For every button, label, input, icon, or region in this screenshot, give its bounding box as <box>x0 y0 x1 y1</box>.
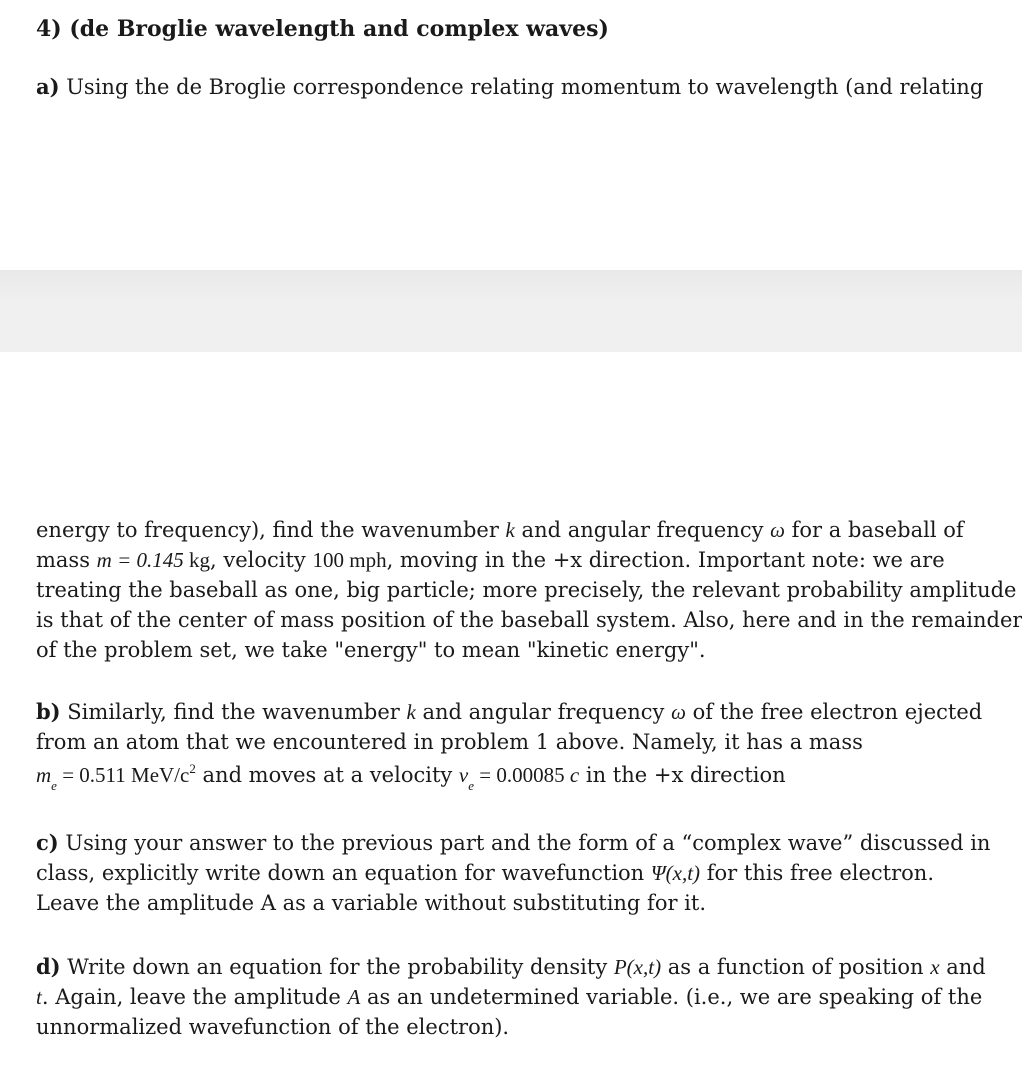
wavefunction-symbol: Ψ(x,t) <box>650 861 701 885</box>
part-c-line3: Leave the amplitude A as a variable without substituting for it. <box>36 891 707 915</box>
wavenumber-symbol: k <box>505 518 515 542</box>
part-a-first-line <box>36 72 1006 102</box>
velocity-value: 100 mph <box>312 548 387 572</box>
part-a-line3: mass m = 0.145 kg, velocity 100 mph, moving in the +x direction. Important note: we are <box>36 548 945 572</box>
part-b-line1: b) Similarly, find the wavenumber k and angular frequency ω of the free electron ejected <box>36 699 983 724</box>
part-c <box>36 828 1006 918</box>
part-d-line3: unnormalized wavefunction of the electron). <box>36 1015 510 1039</box>
page-gap-divider <box>0 270 1022 352</box>
omega-symbol: ω <box>770 518 785 542</box>
part-a-line1: Using the de Broglie correspondence relating momentum to wavelength (and relating <box>59 75 984 99</box>
part-b <box>36 697 1006 793</box>
part-d-line1: d) Write down an equation for the probability density P(x,t) as a function of position x and <box>36 954 986 979</box>
problem-heading: 4) (de Broglie wavelength and complex waves) <box>36 16 609 42</box>
part-d-line2: t. Again, leave the amplitude A as an undetermined variable. (i.e., we are speaking of the <box>36 985 983 1009</box>
wavenumber-symbol: k <box>406 700 416 724</box>
part-c-line1: c) Using your answer to the previous part and the form of a “complex wave” discussed in <box>36 830 991 855</box>
part-a-line6: of the problem set, we take "energy" to mean "kinetic energy". <box>36 638 706 662</box>
part-a-line5: is that of the center of mass position of the baseball system. Also, here and in the remainder <box>36 608 1022 632</box>
part-b-label: b) <box>36 699 61 724</box>
mass-equation: m = 0.145 <box>96 548 184 572</box>
part-c-label: c) <box>36 830 59 855</box>
part-d <box>36 952 1006 1042</box>
omega-symbol: ω <box>671 700 686 724</box>
part-c-line2: class, explicitly write down an equation for wavefunction Ψ(x,t) for this free electron. <box>36 861 934 885</box>
part-a-line4: treating the baseball as one, big particle; more precisely, the relevant probability amplitude <box>36 578 1017 602</box>
part-d-label: d) <box>36 954 61 979</box>
probability-density-symbol: P(x,t) <box>613 955 662 979</box>
electron-velocity-symbol: v <box>458 763 469 787</box>
part-a-line2: energy to frequency), find the wavenumber k and angular frequency ω for a baseball of <box>36 518 964 542</box>
part-b-line2: from an atom that we encountered in problem 1 above. Namely, it has a mass <box>36 730 863 754</box>
electron-velocity-value: = 0.00085 <box>474 763 565 787</box>
electron-mass-symbol: m <box>36 763 52 787</box>
part-a-label: a) <box>36 74 60 99</box>
part-b-line3: $m_e = 0.511$ MeV/$c^2$ and moves at a velocity $v_e = 0.00085$ c in the +x direction <box>36 761 786 793</box>
electron-mass-value: = 0.511 MeV/c <box>56 763 190 787</box>
part-a-continuation <box>36 515 1022 665</box>
